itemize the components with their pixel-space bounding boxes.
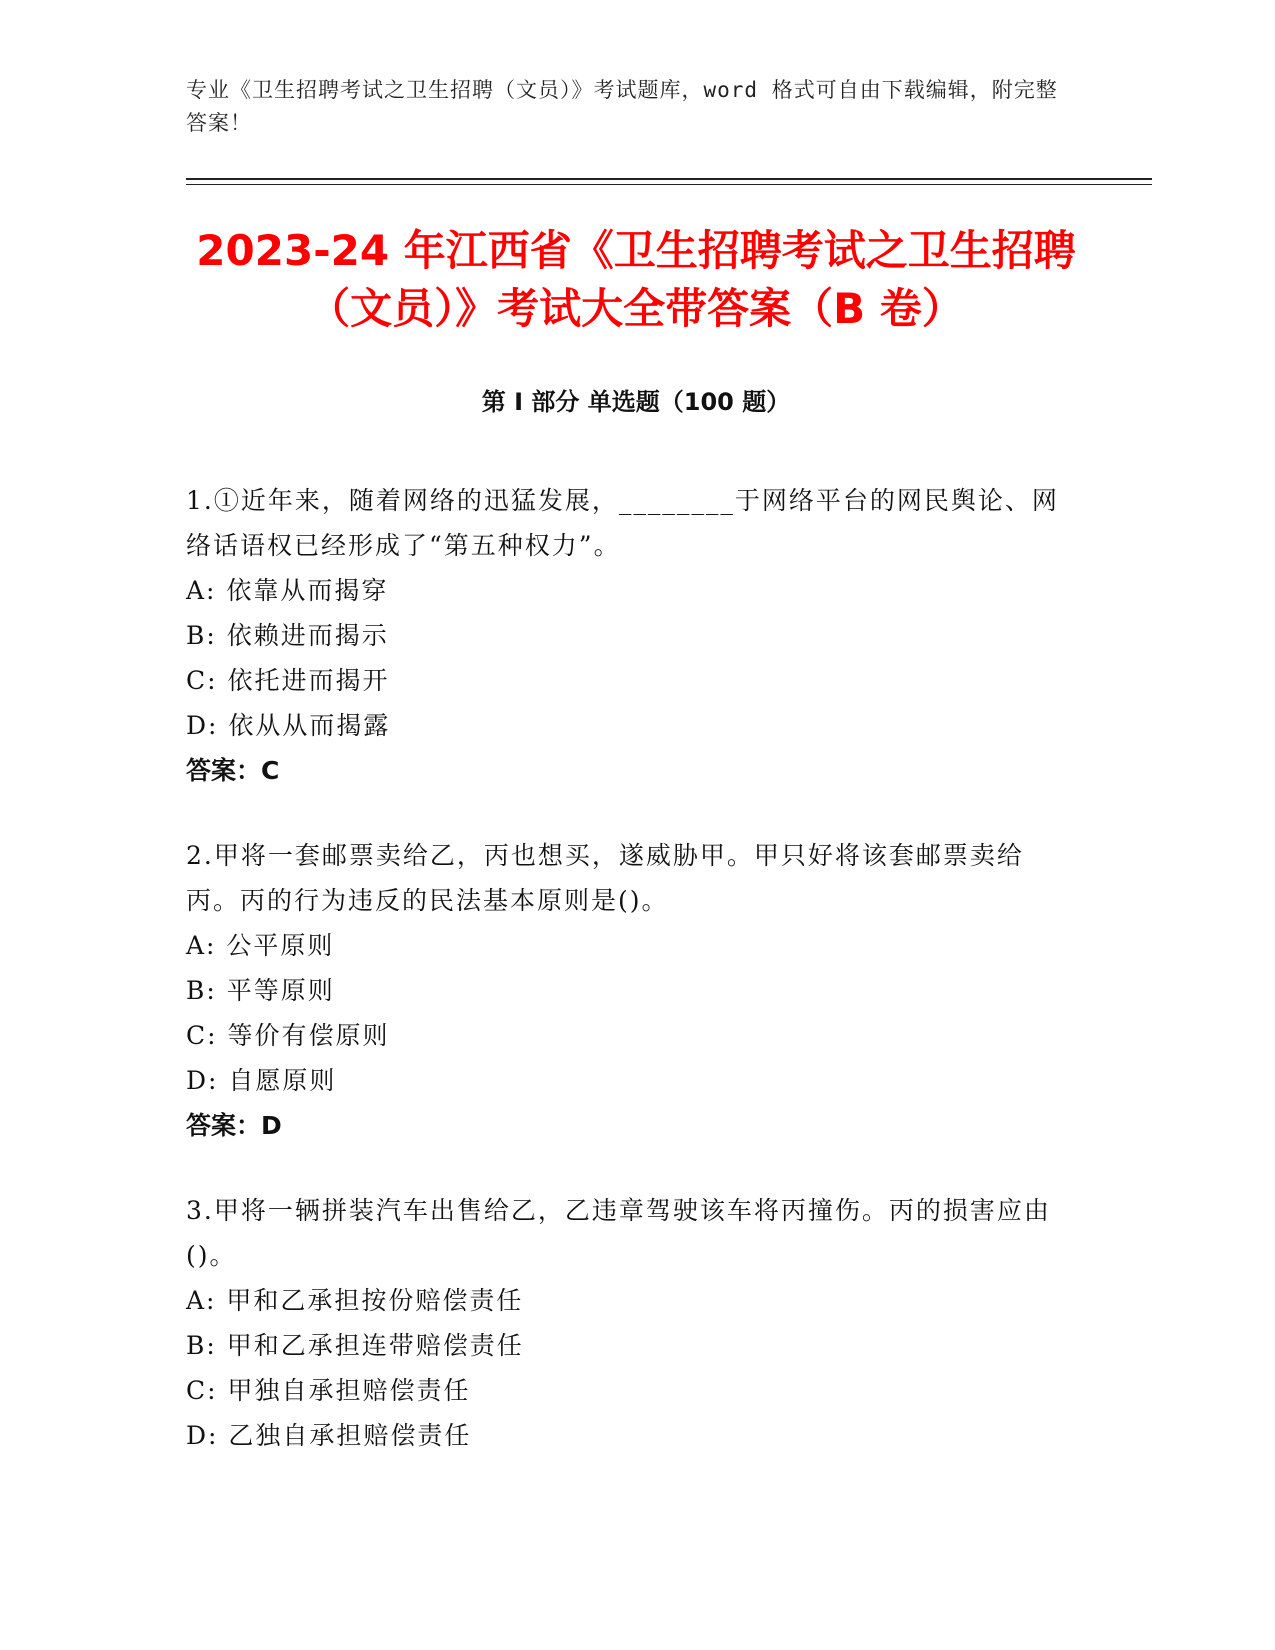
question-stem: 2.甲将一套邮票卖给乙，丙也想买，遂威胁甲。甲只好将该套邮票卖给丙。丙的行为违反的民法基本原则是()。: [186, 841, 1024, 915]
question-1: [186, 478, 1066, 793]
option-a: A: 依靠从而揭穿: [186, 576, 389, 605]
answer: 答案：D: [186, 1111, 282, 1140]
question-list: [186, 478, 1066, 1498]
option-c: C: 甲独自承担赔偿责任: [186, 1376, 471, 1405]
question-stem: 3.甲将一辆拼装汽车出售给乙，乙违章驾驶该车将丙撞伤。丙的损害应由()。: [186, 1196, 1051, 1270]
option-c: C: 依托进而揭开: [186, 666, 390, 695]
option-a: A: 公平原则: [186, 931, 335, 960]
document-title: 2023-24 年江西省《卫生招聘考试之卫生招聘（文员）》考试大全带答案（B 卷）: [196, 226, 1076, 333]
question-stem: 1.①近年来，随着网络的迅猛发展，________于网络平台的网民舆论、网络话语权已经形成了“第五种权力”。: [186, 486, 1059, 560]
header-divider-thick: [186, 178, 1152, 180]
question-3: [186, 1188, 1066, 1458]
option-c: C: 等价有偿原则: [186, 1021, 390, 1050]
option-d: D: 自愿原则: [186, 1066, 337, 1095]
option-d: D: 乙独自承担赔偿责任: [186, 1421, 472, 1450]
header-note: 专业《卫生招聘考试之卫生招聘（文员）》考试题库，word 格式可自由下载编辑，附完整答案！: [186, 78, 1058, 135]
option-b: B: 依赖进而揭示: [186, 621, 389, 650]
option-d: D: 依从从而揭露: [186, 711, 391, 740]
option-b: B: 平等原则: [186, 976, 335, 1005]
header-divider-thin: [186, 184, 1152, 185]
option-b: B: 甲和乙承担连带赔偿责任: [186, 1331, 524, 1360]
option-a: A: 甲和乙承担按份赔偿责任: [186, 1286, 524, 1315]
answer: 答案：C: [186, 756, 280, 785]
section-title: 第 I 部分 单选题（100 题）: [481, 388, 791, 416]
question-2: [186, 833, 1066, 1148]
